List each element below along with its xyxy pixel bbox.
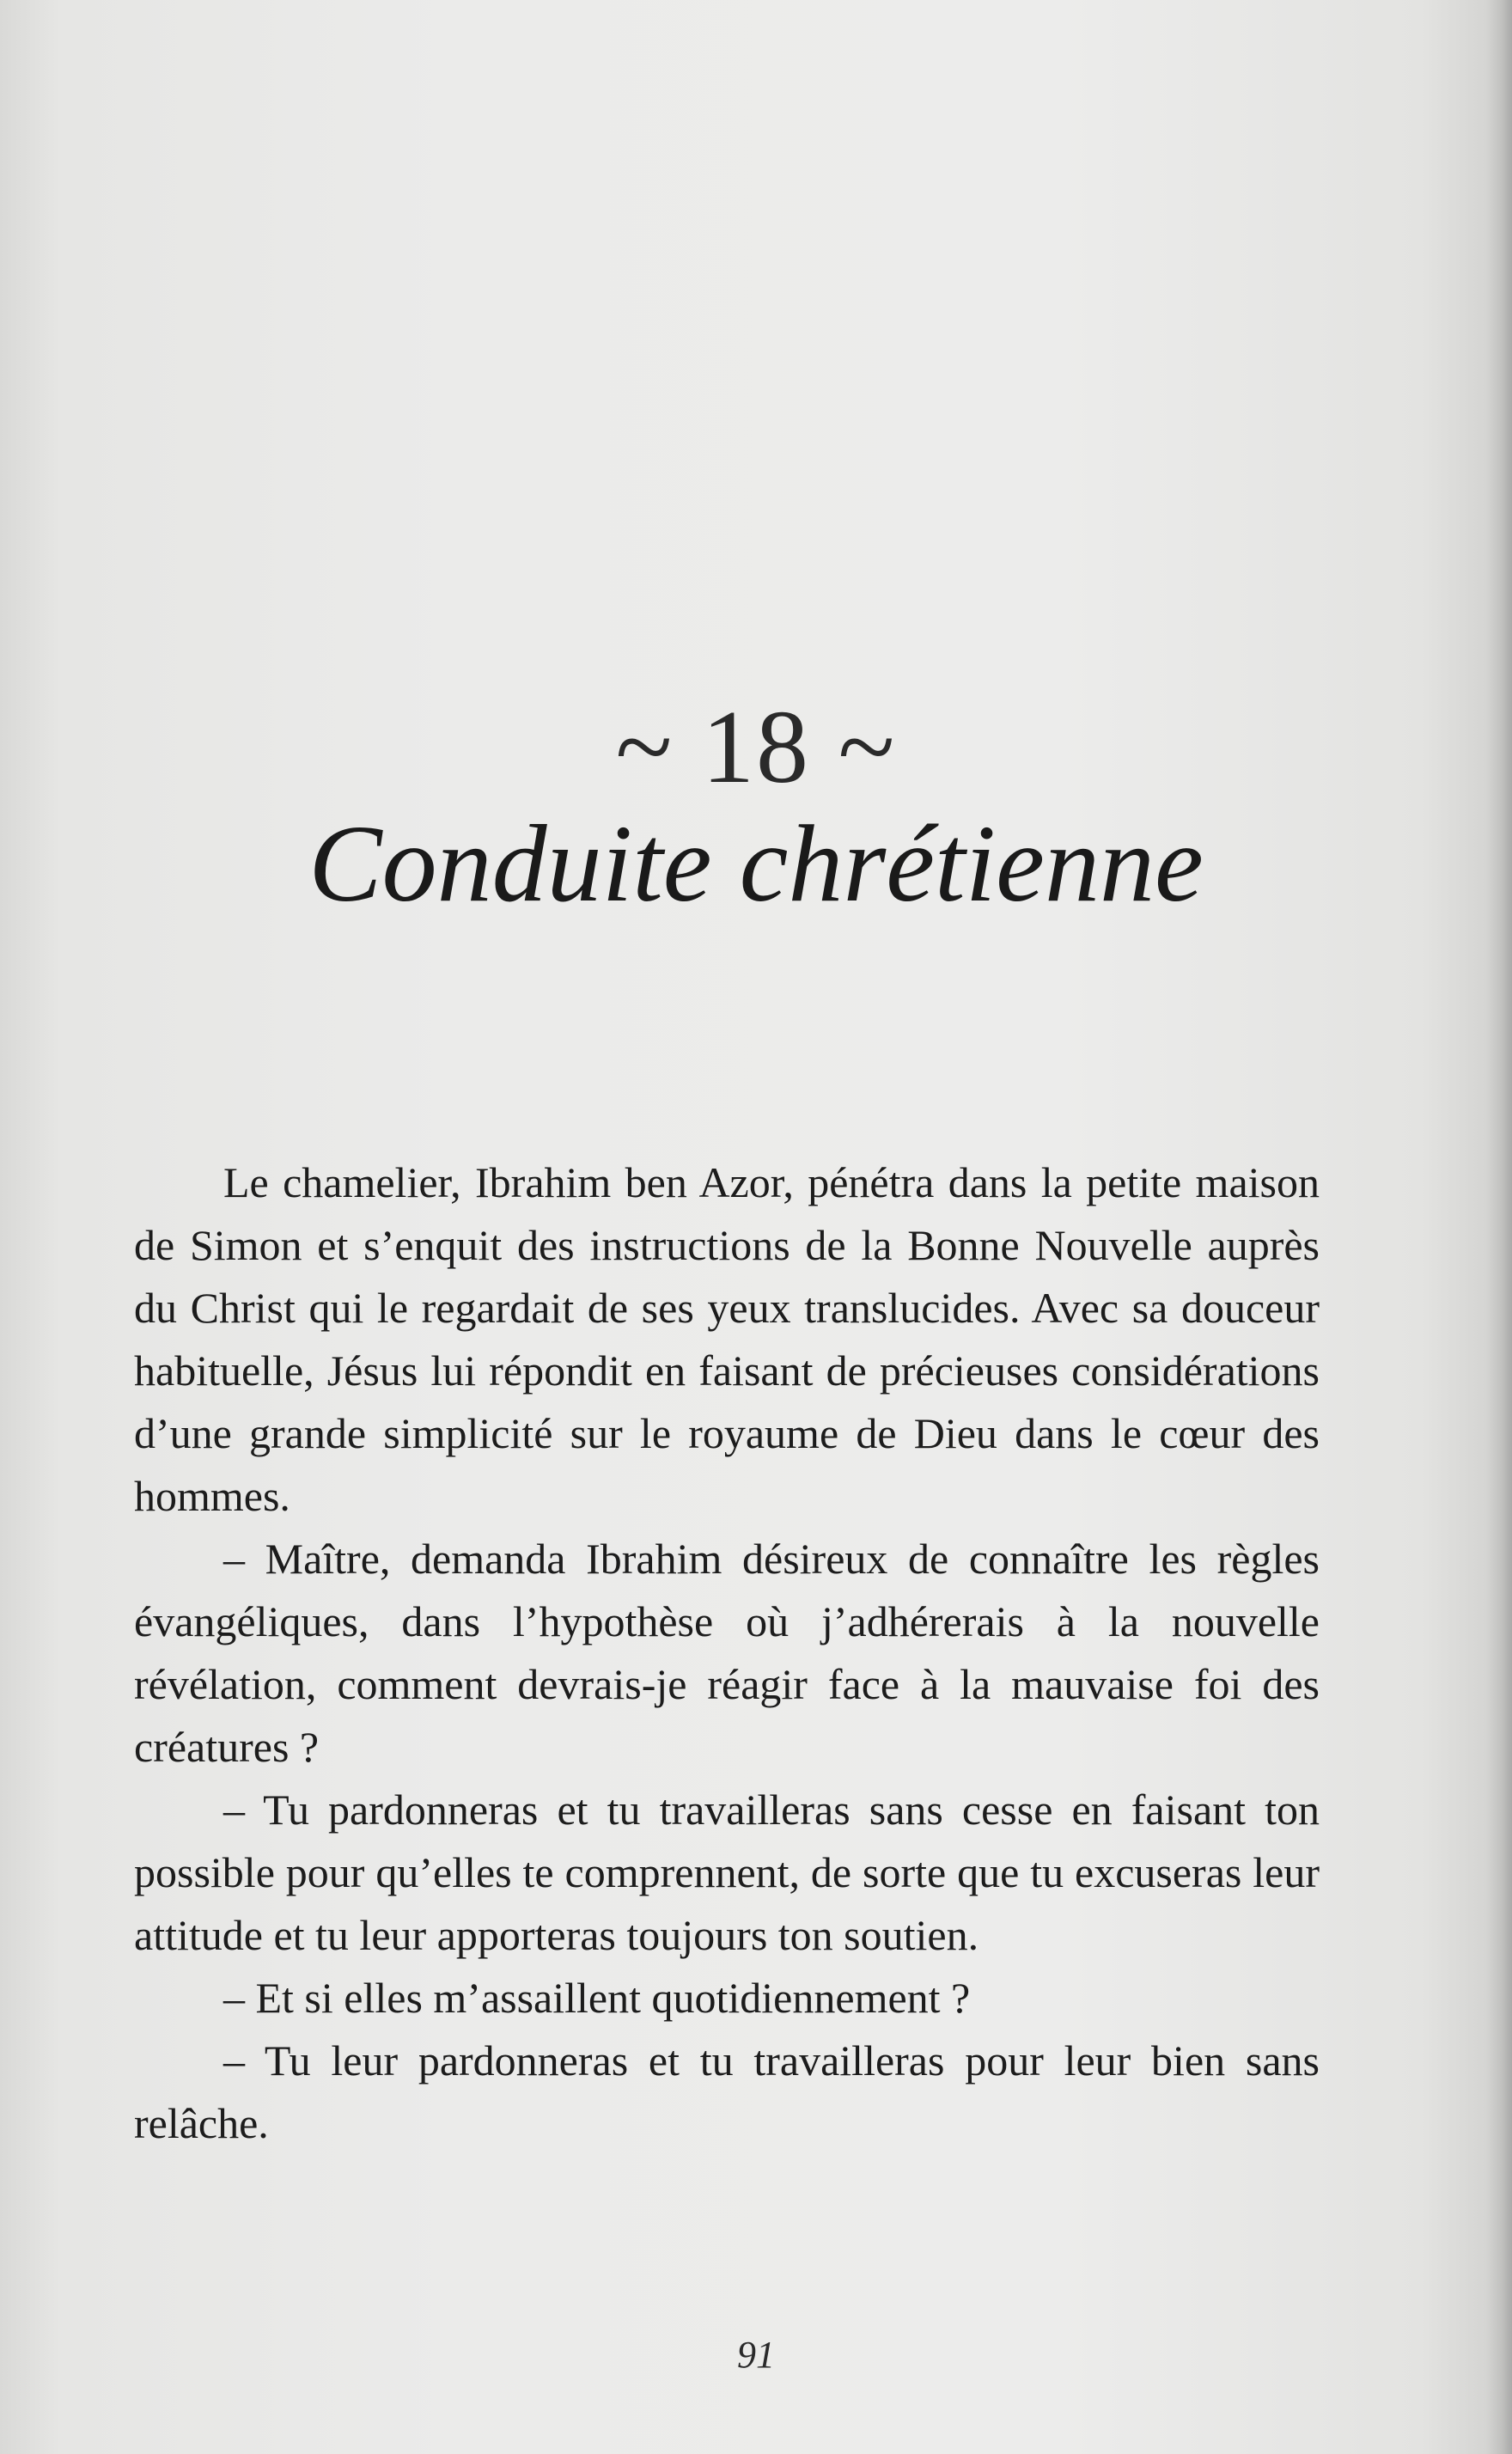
paragraph: – Tu leur pardonneras et tu travailleras pour leur bien sans relâche.	[134, 2036, 1320, 2147]
paragraph: – Et si elles m’assaillent quotidiennement ?	[223, 1974, 971, 2022]
chapter-title: Conduite chrétienne	[308, 803, 1204, 925]
page-edge-shadow	[1486, 0, 1512, 2454]
paragraph: – Tu pardonneras et tu travailleras sans cesse en faisant ton possible pour qu’elles te comprennent, de sorte que tu excuseras leur attitude et tu leur apporteras toujours ton soutien.	[134, 1786, 1320, 1959]
paragraph: – Maître, demanda Ibrahim désireux de connaître les règles évangéliques, dans l’hypothèse où j’adhérerais à la nouvelle révélation, comment devrais-je réagir face à la mauvaise foi des créatures ?	[134, 1535, 1320, 1771]
page-number: 91	[737, 2334, 775, 2376]
body-text	[134, 1151, 1320, 2155]
paragraph: Le chamelier, Ibrahim ben Azor, pénétra dans la petite maison de Simon et s’enquit des instructions de la Bonne Nouvelle auprès du Christ qui le regardait de ses yeux translucides. Avec sa douceur habituelle, Jésus lui répondit en faisant de précieuses considérations d’une grande simplicité sur le royaume de Dieu dans le cœur des hommes.	[134, 1158, 1320, 1520]
chapter-number: ~ 18 ~	[615, 689, 897, 805]
